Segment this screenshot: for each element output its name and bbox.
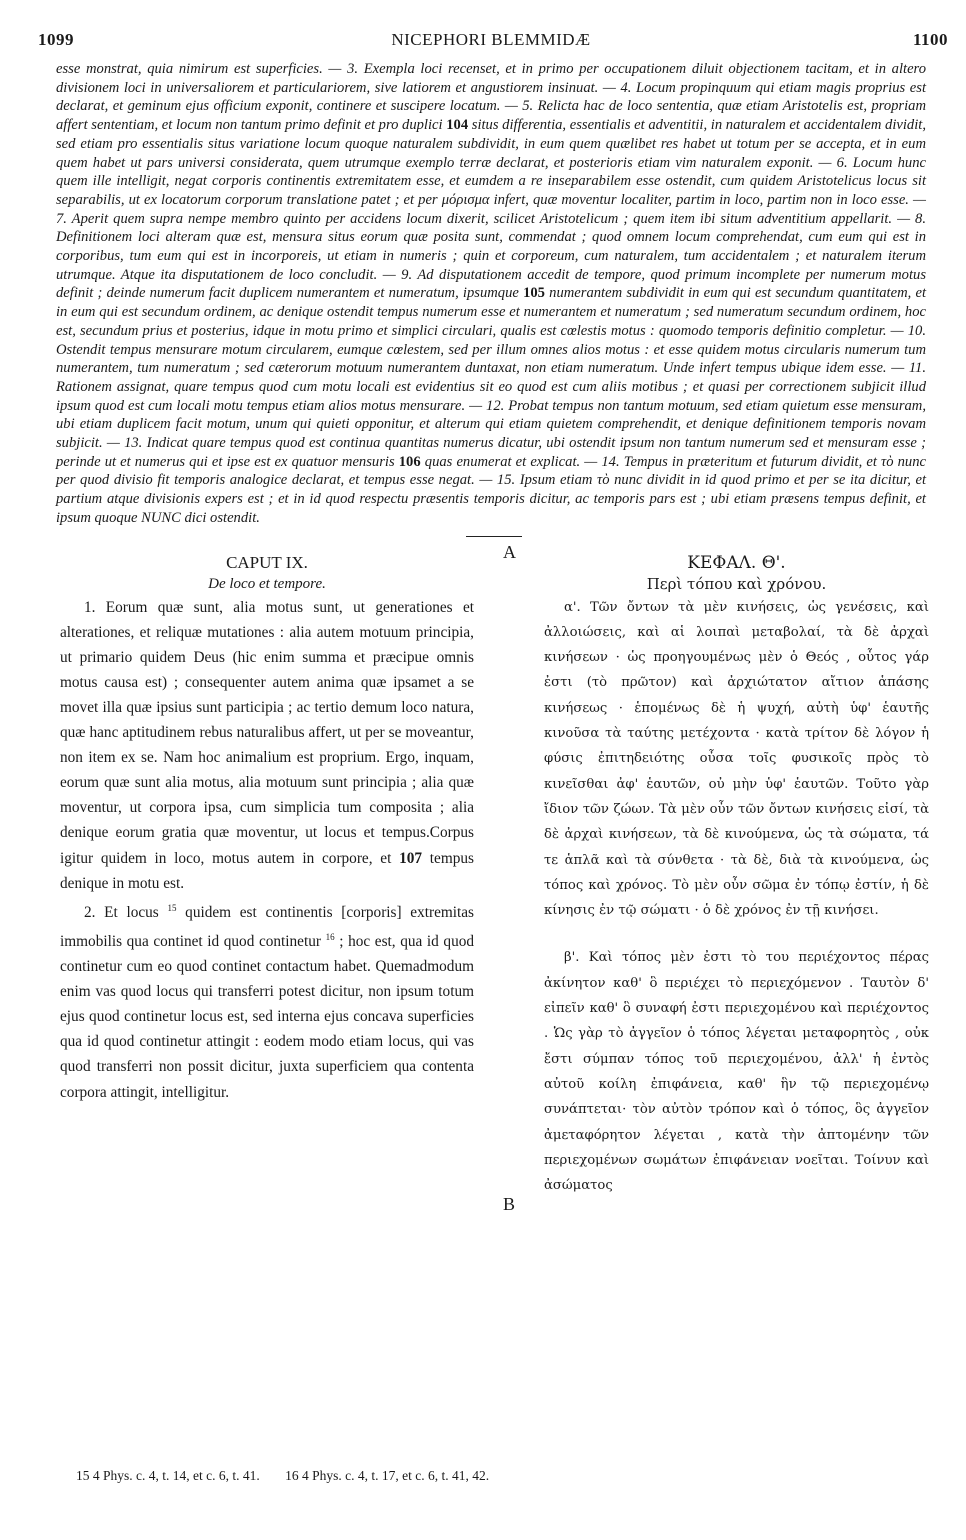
latin-chapter-heading: CAPUT IX. (226, 552, 308, 572)
column-marker: 105 (523, 285, 545, 302)
footnote-16: 16 4 Phys. c. 4, t. 17, et c. 6, t. 41, 42. (285, 1468, 490, 1483)
greek-column (544, 552, 929, 1199)
footnote-ref: 16 (325, 931, 335, 942)
greek-paragraph-2: β'. Καὶ τόπος μὲν ἐστι τὸ του περιέχοντος πέρας ἀκίνητον καθ' ὃ περιέχει τὸ περιεχόμενον . Ταυτὸν δ' εἰπεῖν καθ' ὃ συναφή ἐστι περιεχομένου καὶ περιέχοντος . Ὡς γὰρ τὸ ἀγγεῖον ὁ τόπος λέγεται μεταφορητὸς , οὐκ ἔστι σύμπαν τόπος τοῦ περιεχομένου, ἀλλ' ἡ ἐντὸς αὐτοῦ κοίλη ἐπιφάνεια, καθ' ἣν τῷ περιεχομένῳ συνάπτεται· τὸν αὐτὸν τρόπον καὶ ὁ τόπος, ὃς ἀγγεῖον ἀμεταφόρητον λέγεται , κατὰ τὴν ἀπτομένην τῶν περιεχομένων σωμάτων ἐπιφάνειαν νοεῖται. Τοίνυν καὶ ἀσώματος (544, 950, 929, 1194)
page-number-right: 1100 (912, 30, 948, 49)
running-title: NICEPHORI BLEMMIDÆ (391, 30, 591, 49)
greek-chapter-heading: ΚΕΦΑΛ. Θ'. (687, 552, 786, 573)
column-marker: 104 (446, 117, 469, 134)
running-header (38, 30, 948, 52)
margin-letter-a: A (503, 541, 516, 562)
chapter-summary (56, 60, 926, 528)
greek-chapter-subtitle: Περὶ τόπου καὶ χρόνου. (646, 574, 827, 593)
summary-text: situs differentia, essentialis et adventitii, in naturalem et accidentalem dividit, sed etiam pro essentialis situs variatione locum quoque naturalem subdividit, in eum quem quælibet res habet ut totum per se accepta, et in eum quem habet ut pars universi considerata, quem utrumque exemplo terræ declarat, et posterioris etiam vim naturalem exponit. — 6. Locum hunc quem ille intelligit, negat corporis continentis extremitatem esse, et eumdem a re inseparabilem esse ostendit, cum quidem Aristotelicus locus sit separabilis, ut ex locatorum corporum translatione patet ; et per μόρισμα infert, quæ moventur localiter, partim in loco, partim non in loco esse. — 7. Aperit quem supra nempe membro quinto per accidens locum dixerit, scilicet Aristotelicum ; quem item ibi situm adventitium appellarit. — 8. Definitionem loci alteram quæ est, mensura situs eorum quæ posita sunt, commendat ; quod omnem locum comprehendat, cum eum qui est in corporibus, tum eum qui est in incorporeis, ut etiam in numeris ; quin et corporeum, cum naturalem, tum accidentalem ; et naturalem iterum utrumque. Atque ita disputationem de loco concludit. — 9. Ad disputationem accedit de tempore, quod primum incomplete per numerum motus definit ; deinde numerum facit duplicem numerantem et numeratum, ipsumque (56, 117, 926, 302)
footnote-15: 15 4 Phys. c. 4, t. 14, et c. 6, t. 41. (76, 1468, 260, 1483)
page (38, 30, 948, 1456)
summary-text: esse monstrat, quia nimirum est superficies. — 3. Exempla loci recenset, et in primo per occupationem diluit objectionem tacitam, et in altero divisionem loci in universaliorem et particulariorem, sive latiorem et angustiorem insinuat. — 4. Locum propinquum qui etiam magis proprius est declarat, et geminum ejus officium exponit, continere et suscipere locatum. — 5. Relicta hac de loco sententia, quæ etiam Aristotelis est, propriam affert sententiam, et locum non tantum primo definit et pro duplici (56, 61, 926, 134)
latin-column (60, 552, 474, 1105)
footnote-ref: 15 (167, 902, 177, 913)
latin-chapter-subtitle: De loco et tempore. (208, 575, 326, 592)
latin-paragraph-2: 2. Et locus $^{15}$ quidem est continentis [corporis] extremitas immobilis qua continet id quod continetur $^{16}$ ; hoc est, qua id quod continetur cum eo quod continet contactum habet. Quemadmodum enim vas quod locus qui transferri potest dicitur, non ipsum totum ejus quod continetur locus est, sed interna ejus concava superficies qua id quod continetur attingit : eodem modo etiam locus, qui vas quod transferri non possit dicitur, juxta superficiem qua contenta corpora attingit, intelligitur. (60, 902, 475, 1101)
greek-paragraph-1: α'. Τῶν ὄντων τὰ μὲν κινήσεις, ὡς γενέσεις, καὶ ἀλλοιώσεις, καὶ αἱ λοιπαὶ μεταβολαί, τὰ δὲ ἀρχαὶ κινήσεων · ὡς προηγουμένως μὲν ὁ Θεός , οὗτος γάρ ἐστι (τὸ πρῶτον) καὶ ἀρχιώτατον αἴτιον ἁπάσης κινήσεως · ἑπομένως δὲ ἡ ψυχή, αὐτὴ ὑφ' ἑαυτῆς κινοῦσα τὰ ταύτης μετέχοντα · κατὰ τρίτον δὲ λόγον ἡ φύσις ἐπιτηδειότης οὖσα τοῖς φυσικοῖς πρὸς τὸ κινεῖσθαι ἀφ' ἑαυτῶν, οὐ μὴν ὑφ' ἑαυτῶν. Τοῦτο γὰρ ἴδιον τῶν ζώων. Τὰ μὲν οὖν τῶν ὄντων κινήσεις εἰσί, τὰ δὲ ἀρχαὶ κινήσεων, τὰ δὲ κινούμενα, ὡς τὰ σώματα, τά τε ἁπλᾶ καὶ τὰ σύνθετα · τὰ δὲ, διὰ τὰ κινούμενα, ὡς τόπος καὶ χρόνος. Τὸ μὲν οὖν σῶμα ἐν τόπῳ ἐστίν, ἡ δὲ κίνησις ἐν τῷ σώματι · ὁ δὲ χρόνος ἐν τῇ κινήσει. (544, 599, 929, 919)
summary-text: quas enumerat et explicat. — 14. Tempus in præteritum et futurum dividit, et τὸ nunc per quod divisio fit temporis analogice declarat, et tempus esse negat. — 15. Ipsum etiam τὸ nunc dividit in id quod primo et per se ita dicitur, et partium atque divisionis expers est ; et in id quod respectu præsentis temporis dicitur, ac temporis pars est ; ubi etiam præsens tempus definit, et ipsum quoque NUNC dici ostendit. (56, 453, 926, 526)
column-marker: 106 (398, 453, 421, 470)
footnotes (76, 1468, 511, 1484)
divider-rule (466, 536, 522, 537)
latin-paragraph-1: 1. Eorum quæ sunt, alia motus sunt, ut generationes et alterationes, et reliquæ mutationes : alia autem motuum principia, ut primario quidem Deus (hic enim summa et præcipue omnis motus causa est) ; consequenter autem anima quæ ipsamet a se movet illa quæ ipsius sunt participia ; ac tertio demum loco natura, quæ hanc aptitudinem rebus naturalibus affert, ut per se moveantur, non item ex se. Nam hoc animalium est proprium. Ergo, inquam, eorum quæ sunt alia motus, alia motuum sunt principia ; alia quæ moventur, ut corpora ipsa, cum simplicia tum composita ; alia denique eorum gratia quæ moventur, ut locus et tempus.Corpus igitur quidem in loco, motus autem in corpore, et 107 tempus denique in motu est. (60, 598, 474, 892)
summary-text: numerantem subdividit in eum qui est secundum quantitatem, et in eum qui est secundum ordinem, ac denique ostendit tempus numerum esse et numerantem et numeratum ; sed numeratum secundum ordinem, hoc est, secundum prius et posterius, idque in motu primo et simplici circulari, qualis est cœlestis motus : quomodo temporis definitio completur. — 10. Ostendit tempus mensurare motum circularem, eumque cœlestem, sed per illum omnes alios motus : et esse quidem motus circularis numerum tum numerantem, tum numeratum ; sed cæterorum motuum numerantem duntaxat, non etiam numeratum. Unde infert tempus ubique idem esse. — 11. Rationem assignat, quare tempus quod cum motu locali est evidentius sit eo quod est cum aliis motibus ; et quasi per correctionem subjicit illud ipsum quod est cum locali motu tempus etiam alios motus mensurare. — 12. Probat tempus non tantum motuum, sed etiam quietum esse mensuram, ubi etiam duplicem facit motum, unum qui quieti opponitur, et alterum qui etiam quietem comprehendit, et denique definitionem temporis novam subjicit. — 13. Indicat quare tempus quod est continua quantitas numerus dicatur, ubi ostendit ipsum non tantum numerum sed et mensuram esse ; perinde ut et numerus qui et ipse est ex quatuor mensuris (56, 285, 926, 470)
column-marker: 107 (399, 849, 423, 867)
margin-letter-b: B (503, 1193, 516, 1214)
page-number-left: 1099 (38, 30, 74, 49)
two-column-text (56, 536, 929, 1456)
